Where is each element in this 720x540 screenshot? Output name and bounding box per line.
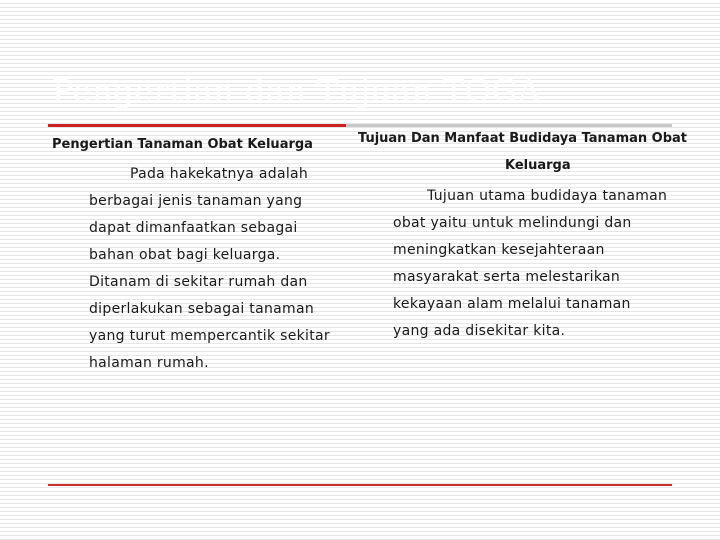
right-column-line: kekayaan alam melalui tanaman: [393, 296, 631, 312]
right-column-heading: Tujuan Dan Manfaat Budidaya Tanaman Obat: [358, 131, 688, 146]
left-column-heading: Pengertian Tanaman Obat Keluarga: [52, 137, 313, 152]
left-column-line: bahan obat bagi keluarga.: [89, 247, 281, 263]
right-column-line: meningkatkan kesejahteraan: [393, 242, 605, 258]
right-column-line: obat yaitu untuk melindungi dan: [393, 215, 632, 231]
right-column-line: masyarakat serta melestarikan: [393, 269, 621, 285]
right-column-heading-continued: Keluarga: [505, 158, 571, 173]
left-column-line: yang turut mempercantik sekitar: [89, 328, 330, 344]
top-divider-accent: [48, 124, 346, 127]
left-column-line: halaman rumah.: [89, 355, 209, 371]
left-column-line: diperlakukan sebagai tanaman: [89, 301, 315, 317]
right-column-line: yang ada disekitar kita.: [393, 323, 566, 339]
slide-title: Pengertian dan Tujuan TOGA: [52, 72, 542, 110]
bottom-divider: [48, 484, 672, 486]
left-column-line: dapat dimanfaatkan sebagai: [89, 220, 298, 236]
left-column-line: berbagai jenis tanaman yang: [89, 193, 303, 209]
left-column-line: Pada hakekatnya adalah: [130, 166, 309, 182]
left-column-line: Ditanam di sekitar rumah dan: [89, 274, 308, 290]
right-column-line: Tujuan utama budidaya tanaman: [427, 188, 668, 204]
